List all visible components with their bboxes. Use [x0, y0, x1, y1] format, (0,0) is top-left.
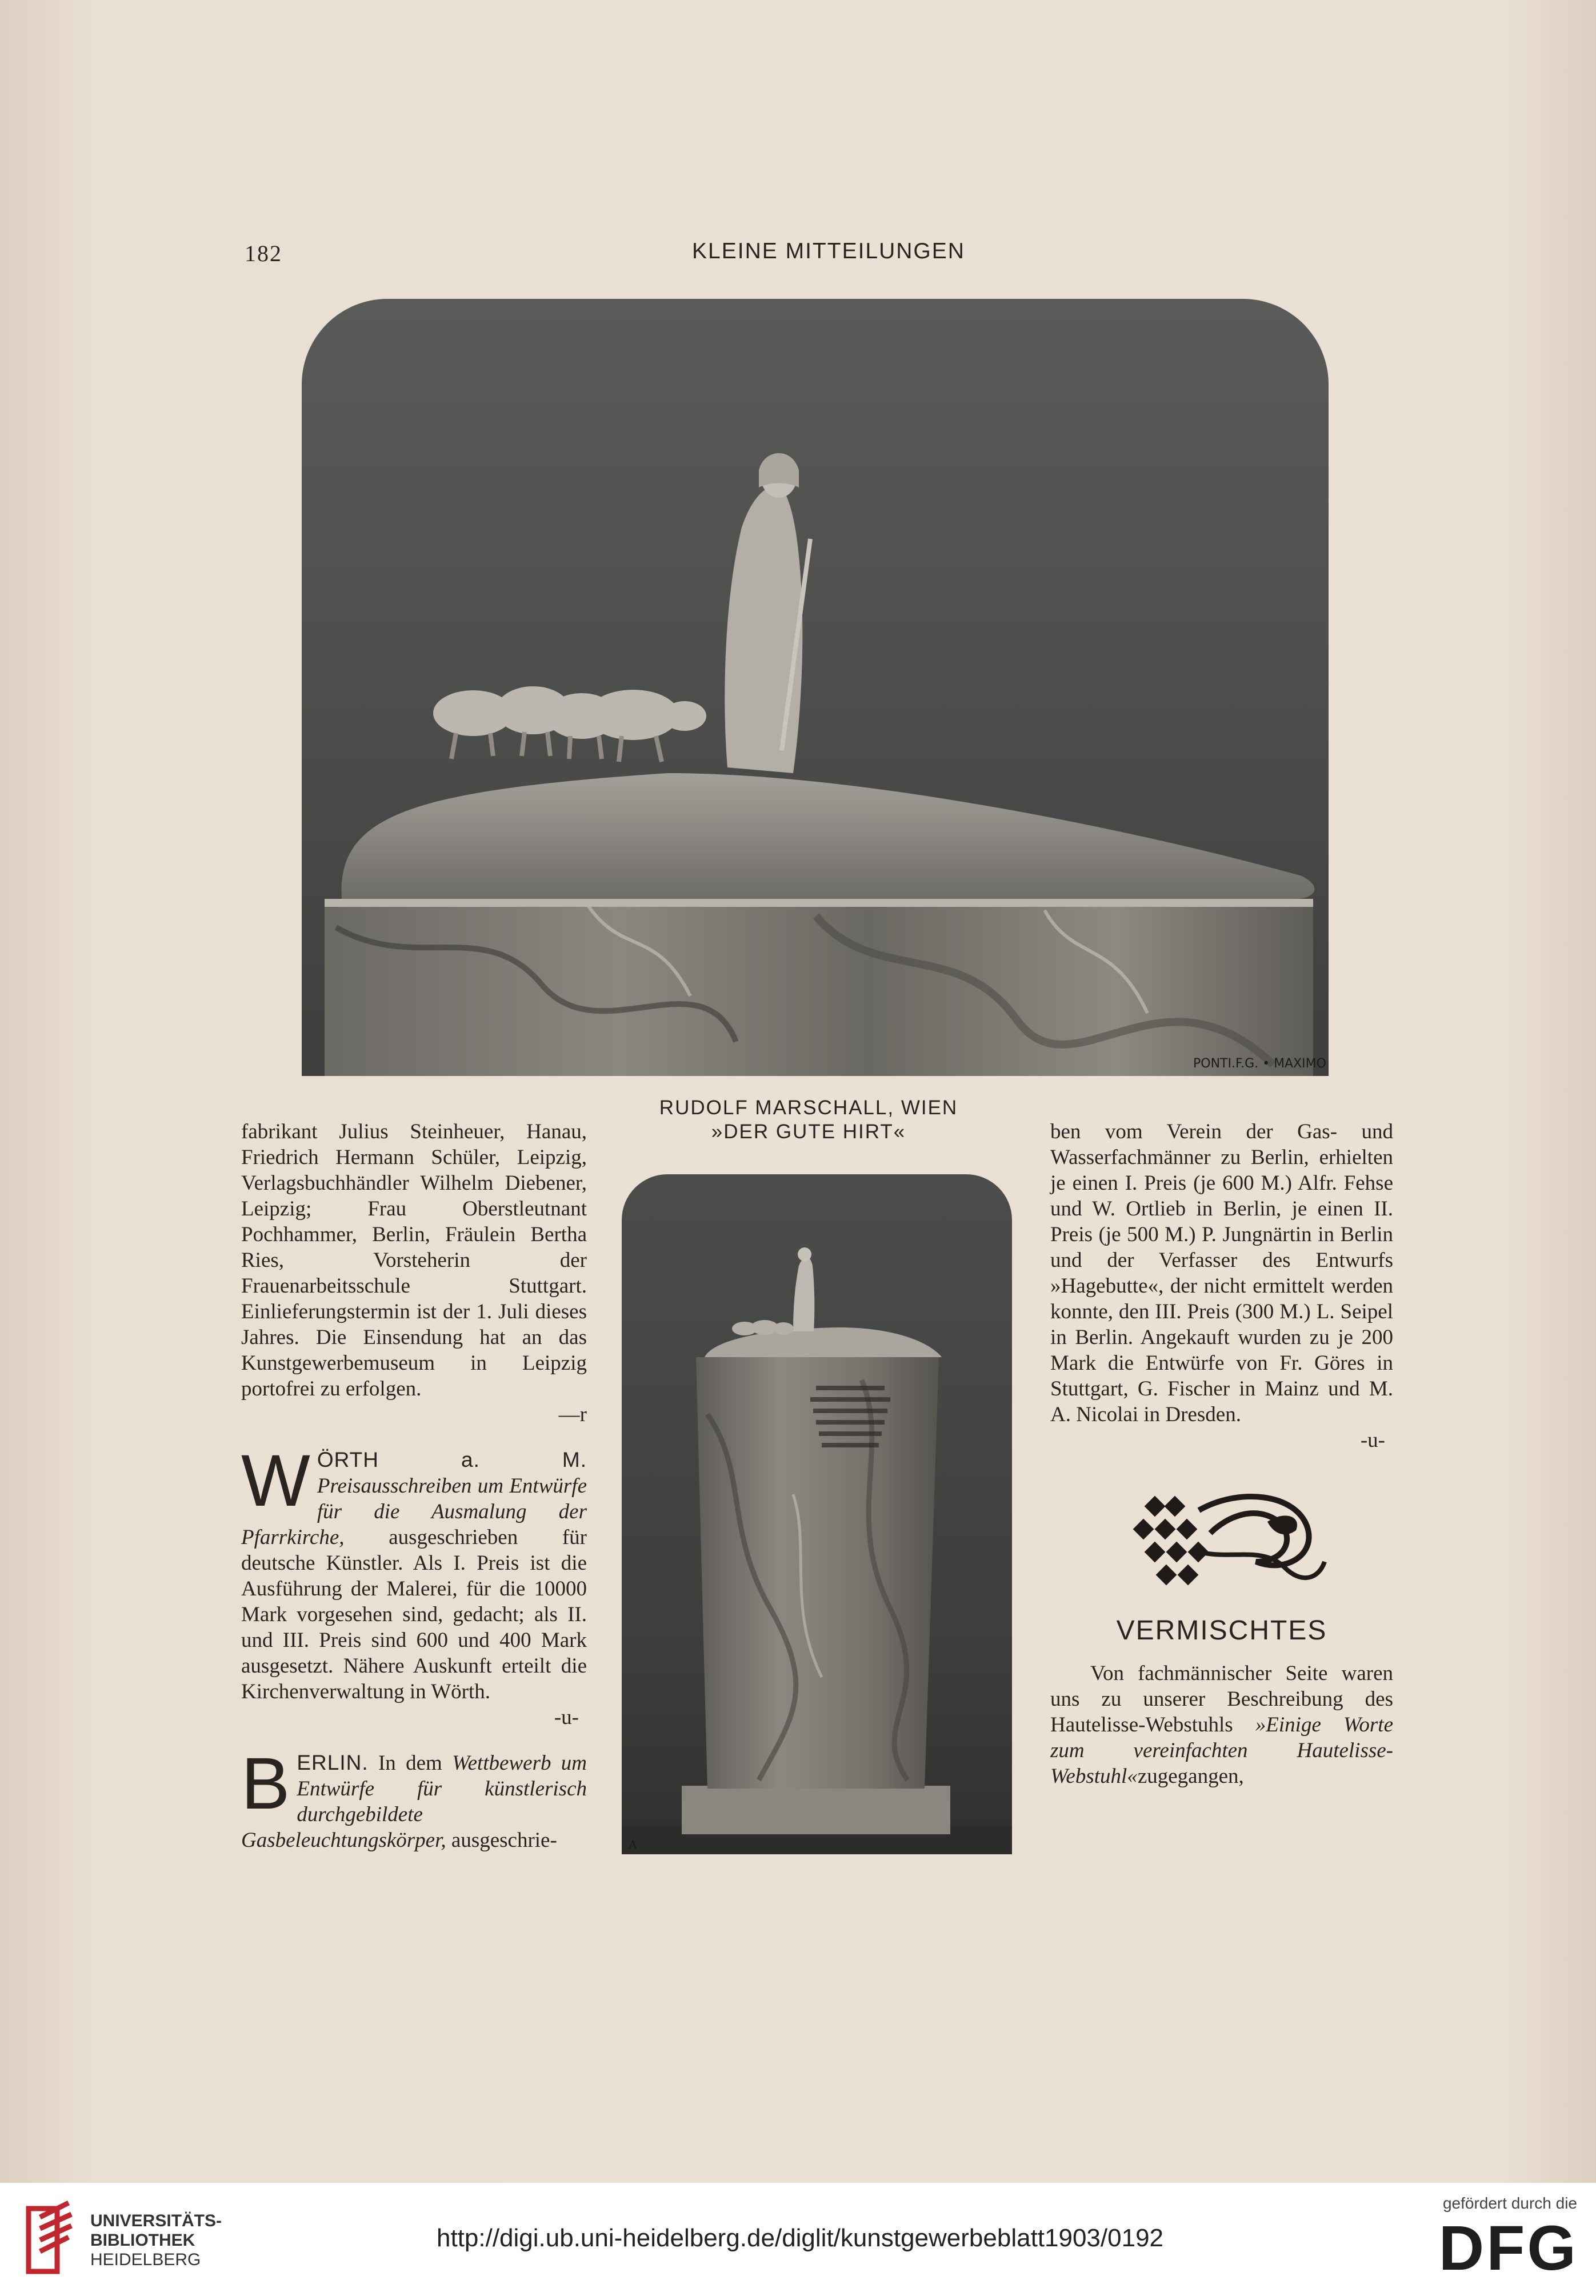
left-column [241, 1119, 587, 1853]
woerth-body: ausgeschrieben für deutsche Künstler. Als I. Preis ist die Ausführung der Malerei, für die 10000 Mark vorgesehen sind, gedacht; als II. und III. Preis sind 600 und 400 Mark ausgesetzt. Nähere Auskunft erteilt die Kirchenverwaltung in Wörth. [241, 1526, 587, 1703]
dropcap-w: W [241, 1440, 310, 1522]
plate-signature: PONTI.F.G. • MAXIMO [1193, 1057, 1326, 1071]
library-logo-icon [17, 2197, 80, 2283]
signature-r: —r [558, 1403, 587, 1426]
paragraph-woerth [241, 1440, 587, 1705]
woerth-title: Preisausschreiben um Entwürfe für die Ausmalung der Pfarrkirche, [241, 1474, 587, 1549]
source-url-link[interactable]: http://digi.ub.uni-heidelberg.de/diglit/kunstgewerbeblatt1903/0192 [436, 2224, 1164, 2252]
page-number: 182 [245, 241, 282, 266]
library-name-line2: BIBLIOTHEK [90, 2231, 195, 2250]
figure-caption-line1: RUDOLF MARSCHALL, WIEN [659, 1097, 958, 1119]
signature-u-1: -u- [554, 1706, 579, 1729]
berlin-text-start: In dem [378, 1751, 442, 1775]
dfg-logo: DFG [1438, 2213, 1578, 2283]
vermischtes-text: Von fachmännischer Seite waren uns zu unserer Beschreibung des Hautelisse-Webstuhls [1050, 1662, 1393, 1737]
berlin-title: Wettbewerb um Entwürfe für künstlerisch durchgebildete Gasbeleuchtungskörper, [241, 1751, 587, 1852]
paragraph-prizes: ben vom Verein der Gas- und Wasserfachmänner zu Berlin, erhielten je einen I. Preis (je 600 M.) Alfr. Fehse und W. Ortlieb in Berlin, je einen II. Preis (je 500 M.) P. Jungnärtin in Berlin und der Verfasser des Entwurfs »Hagebutte«, der nicht ermittelt werden konnte, den III. Preis (300 M.) L. Seipel in Berlin. Angekauft wurden zu je 200 Mark die Entwürfe von Fr. Göres in Stuttgart, G. Fischer in Mainz und M. A. Nicolai in Dresden. [1050, 1120, 1393, 1426]
dropcap-b: B [241, 1743, 290, 1825]
vermischtes-end: zugegangen, [1137, 1765, 1244, 1788]
funded-by-label: gefördert durch die [1442, 2194, 1577, 2212]
vermischtes-title: »Einige Worte zum vereinfachten Hautelisse-Webstuhl« [1050, 1713, 1394, 1788]
paragraph-vermischtes [1050, 1661, 1393, 1789]
right-column [1050, 1119, 1393, 1789]
paragraph-berlin [241, 1743, 587, 1853]
monument-photograph-small [622, 1174, 1012, 1854]
paragraph-jury: fabrikant Julius Steinheuer, Hanau, Friedrich Hermann Schüler, Leipzig, Verlagsbuchhändler Wilhelm Diebener, Leipzig; Frau Oberstleutnant Pochhammer, Berlin, Fräulein Bertha Ries, Vorsteherin der Frauenarbeitsschule Stuttgart. Einlieferungstermin ist der 1. Juli dieses Jahres. Die Einsendung hat an das Kunstgewerbemuseum in Leipzig portofrei zu erfolgen. [241, 1120, 587, 1401]
section-heading-vermischtes: VERMISCHTES [1116, 1615, 1327, 1646]
sculpture-photograph-main [302, 299, 1329, 1076]
signature-u-2: -u- [1360, 1429, 1385, 1452]
monument-illustration [622, 1174, 1012, 1854]
figure-caption-line2: »DER GUTE HIRT« [711, 1121, 906, 1143]
small-plate-mark: A [629, 1838, 637, 1851]
sculpture-illustration [302, 299, 1329, 1076]
library-name-line3: HEIDELBERG [90, 2250, 201, 2269]
berlin-text-end: ausgeschrie- [451, 1829, 557, 1852]
decorative-vignette-icon [1113, 1476, 1330, 1602]
library-name-line1: UNIVERSITÄTS- [90, 2211, 222, 2230]
running-head: KLEINE MITTEILUNGEN [692, 239, 965, 263]
library-name [90, 2211, 222, 2270]
woerth-lead: ÖRTH a. M. [317, 1448, 587, 1471]
berlin-lead: ERLIN. [297, 1751, 369, 1774]
